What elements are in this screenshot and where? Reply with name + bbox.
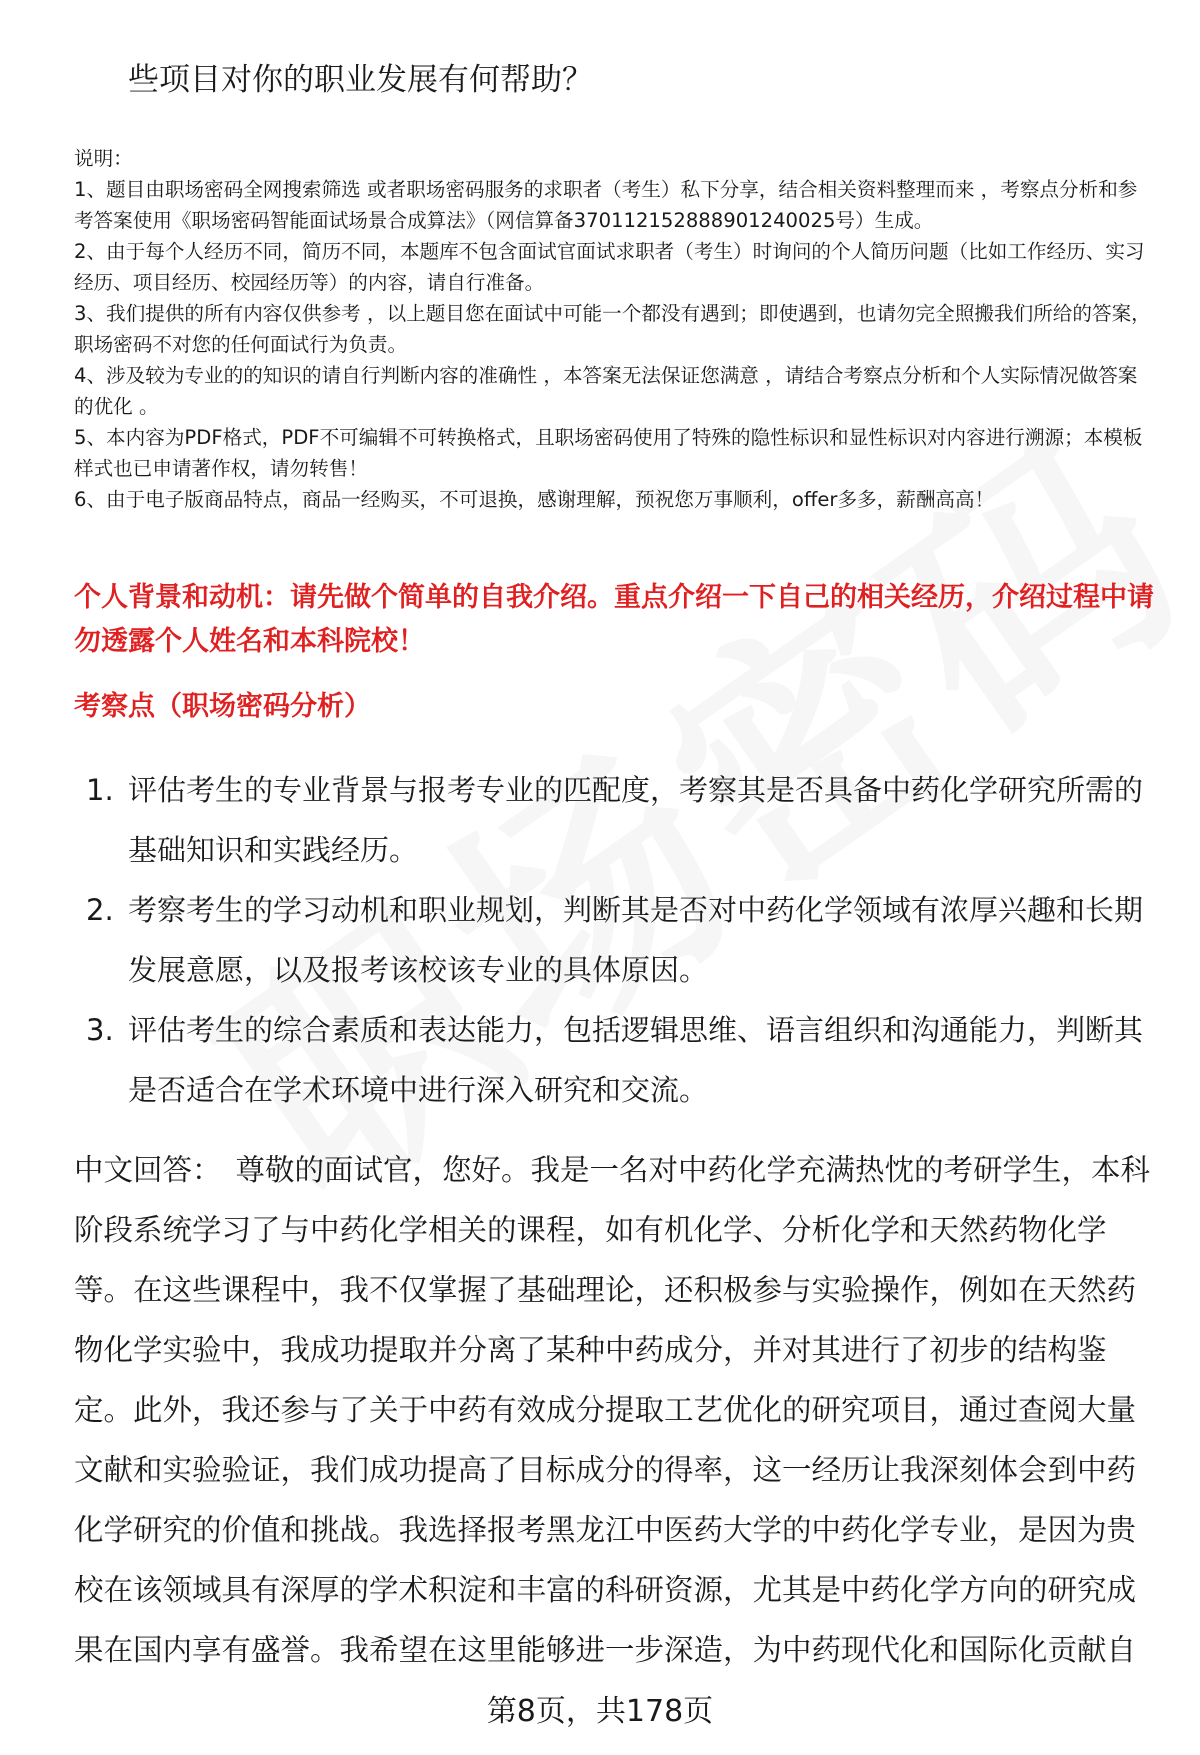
note-item: 1、题目由职场密码全网搜索筛选 或者职场密码服务的求职者（考生）私下分享，结合相关资料整理而来 ，考察点分析和参考答案使用《职场密码智能面试场景合成算法》（网信算备370112152888901240025号）生成。 bbox=[74, 178, 1138, 232]
answer-label: 中文回答： bbox=[74, 1153, 222, 1187]
analysis-point bbox=[74, 760, 1154, 880]
note-item: 6、由于电子版商品特点，商品一经购买，不可退换，感谢理解，预祝您万事顺利，offer多多，薪酬高高！ bbox=[74, 488, 995, 511]
note-item: 5、本内容为PDF格式，PDF不可编辑不可转换格式，且职场密码使用了特殊的隐性标识和显性标识对内容进行溯源；本模板样式也已申请著作权，请勿转售！ bbox=[74, 426, 1143, 480]
point-text: 评估考生的专业背景与报考专业的匹配度，考察其是否具备中药化学研究所需的基础知识和实践经历。 bbox=[128, 773, 1144, 867]
notes-label: 说明： bbox=[74, 147, 133, 170]
point-text: 考察考生的学习动机和职业规划，判断其是否对中药化学领域有浓厚兴趣和长期发展意愿，以及报考该校该专业的具体原因。 bbox=[128, 893, 1144, 987]
note-item: 2、由于每个人经历不同，简历不同，本题库不包含面试官面试求职者（考生）时询问的个人简历问题（比如工作经历、实习经历、项目经历、校园经历等）的内容，请自行准备。 bbox=[74, 240, 1145, 294]
analysis-title: 考察点（职场密码分析） bbox=[74, 691, 371, 722]
page-number: 第8页，共178页 bbox=[486, 1694, 714, 1729]
point-number: 3. bbox=[86, 1013, 114, 1047]
answer-text: 尊敬的面试官，您好。我是一名对中药化学充满热忱的考研学生，本科阶段系统学习了与中药化学相关的课程，如有机化学、分析化学和天然药物化学等。在这些课程中，我不仅掌握了基础理论，还积极参与实验操作，例如在天然药物化学实验中，我成功提取并分离了某种中药成分，并对其进行了初步的结构鉴定。此外，我还参与了关于中药有效成分提取工艺优化的研究项目，通过查阅大量文献和实验验证，我们成功提高了目标成分的得率，这一经历让我深刻体会到中药化学研究的价值和挑战。我选择报考黑龙江中医药大学的中药化学专业，是因为贵校在该领域具有深厚的学术积淀和丰富的科研资源，尤其是中药化学方向的研究成果在国内享有盛誉。我希望在这里能够进一步深造，为中药现代化和国际化贡献自 bbox=[74, 1153, 1151, 1667]
notes-section bbox=[74, 143, 1154, 515]
point-number: 2. bbox=[86, 893, 114, 927]
note-item: 3、我们提供的所有内容仅供参考 ，以上题目您在面试中可能一个都没有遇到；即使遇到，也请勿完全照搬我们所给的答案，职场密码不对您的任何面试行为负责。 bbox=[74, 302, 1151, 356]
note-item: 4、涉及较为专业的的知识的请自行判断内容的准确性 ，本答案无法保证您满意 ，请结合考察点分析和个人实际情况做答案的优化 。 bbox=[74, 364, 1138, 418]
point-number: 1. bbox=[86, 773, 114, 807]
answer-paragraph bbox=[74, 1140, 1154, 1680]
question-heading: 个人背景和动机：请先做个简单的自我介绍。重点介绍一下自己的相关经历，介绍过程中请勿透露个人姓名和本科院校！ bbox=[74, 582, 1154, 657]
point-text: 评估考生的综合素质和表达能力，包括逻辑思维、语言组织和沟通能力，判断其是否适合在学术环境中进行深入研究和交流。 bbox=[128, 1013, 1144, 1107]
previous-question-continuation: 些项目对你的职业发展有何帮助？ bbox=[128, 62, 593, 98]
analysis-points bbox=[74, 760, 1154, 1120]
analysis-point bbox=[74, 1000, 1154, 1120]
analysis-point bbox=[74, 880, 1154, 1000]
